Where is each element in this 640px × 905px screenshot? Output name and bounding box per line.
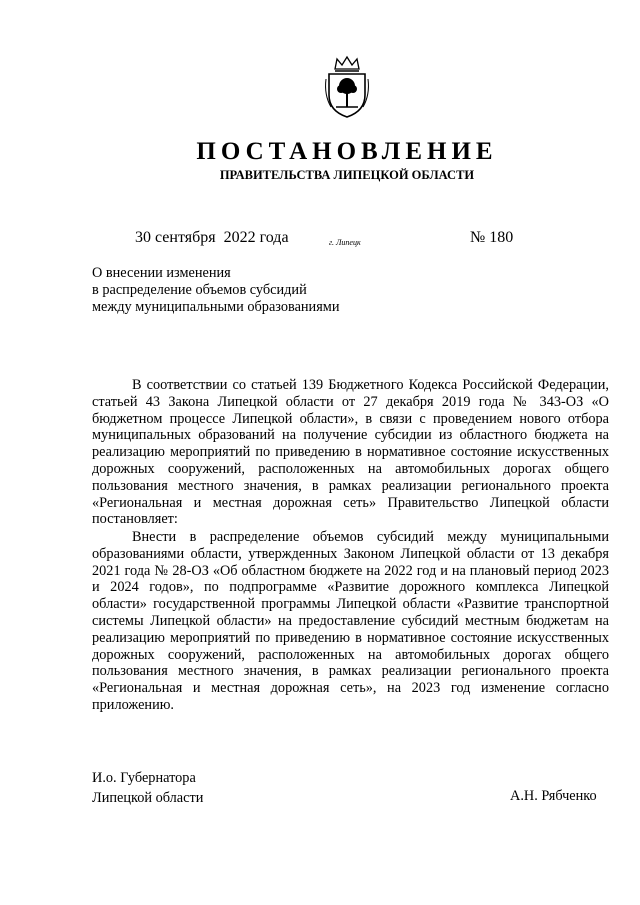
document-city: г. Липецк	[329, 238, 361, 247]
subject-line: между муниципальными образованиями	[92, 299, 340, 315]
document-date: 30 сентября 2022 года	[135, 229, 289, 246]
signatory-name: А.Н. Рябченко	[510, 788, 597, 804]
document-subject	[92, 265, 340, 316]
document-title: ПОСТАНОВЛЕНИЕ	[196, 138, 498, 165]
subject-line: в распределение объемов субсидий	[92, 282, 307, 298]
coat-of-arms-icon	[323, 55, 371, 121]
document-number: № 180	[470, 229, 514, 246]
body-paragraph: В соответствии со статьей 139 Бюджетного Кодекса Российской Федерации, статьей 43 Закона Липецкой области от 27 декабря 2019 года № 343-ОЗ «О бюджетном процессе Липецкой области», в связи с проведением нового отбора муниципальных образований на получение субсидии из областного бюджета на реализацию мероприятий по приведению в нормативное состояние искусственных дорожных сооружений, расположенных на автомобильных дорогах общего пользования местного значения, в рамках реализации регионального проекта «Региональная и местная дорожная сеть» Правительство Липецкой области постановляет:	[92, 377, 609, 528]
document-issuer: ПРАВИТЕЛЬСТВА ЛИПЕЦКОЙ ОБЛАСТИ	[219, 168, 475, 182]
subject-line: О внесении изменения	[92, 265, 231, 281]
signatory-position-line: Липецкой области	[92, 790, 204, 806]
signatory-position-line: И.о. Губернатора	[92, 770, 196, 786]
signatory-position	[92, 768, 203, 808]
body-paragraph: Внести в распределение объемов субсидий между муниципальными образованиями области, утвержденных Законом Липецкой области от 13 декабря 2021 года № 28-ОЗ «Об областном бюджете на 2022 год и на плановый период 2023 и 2024 годов», по подпрограмме «Развитие дорожного комплекса Липецкой области» государственной программы Липецкой области «Развитие транспортной системы Липецкой области» на предоставление субсидий местным бюджетам на реализацию мероприятий по приведению в нормативное состояние искусственных дорожных сооружений, расположенных на автомобильных дорогах общего пользования местного значения, в рамках реализации регионального проекта «Региональная и местная дорожная сеть», на 2023 год изменение согласно приложению.	[92, 529, 609, 713]
